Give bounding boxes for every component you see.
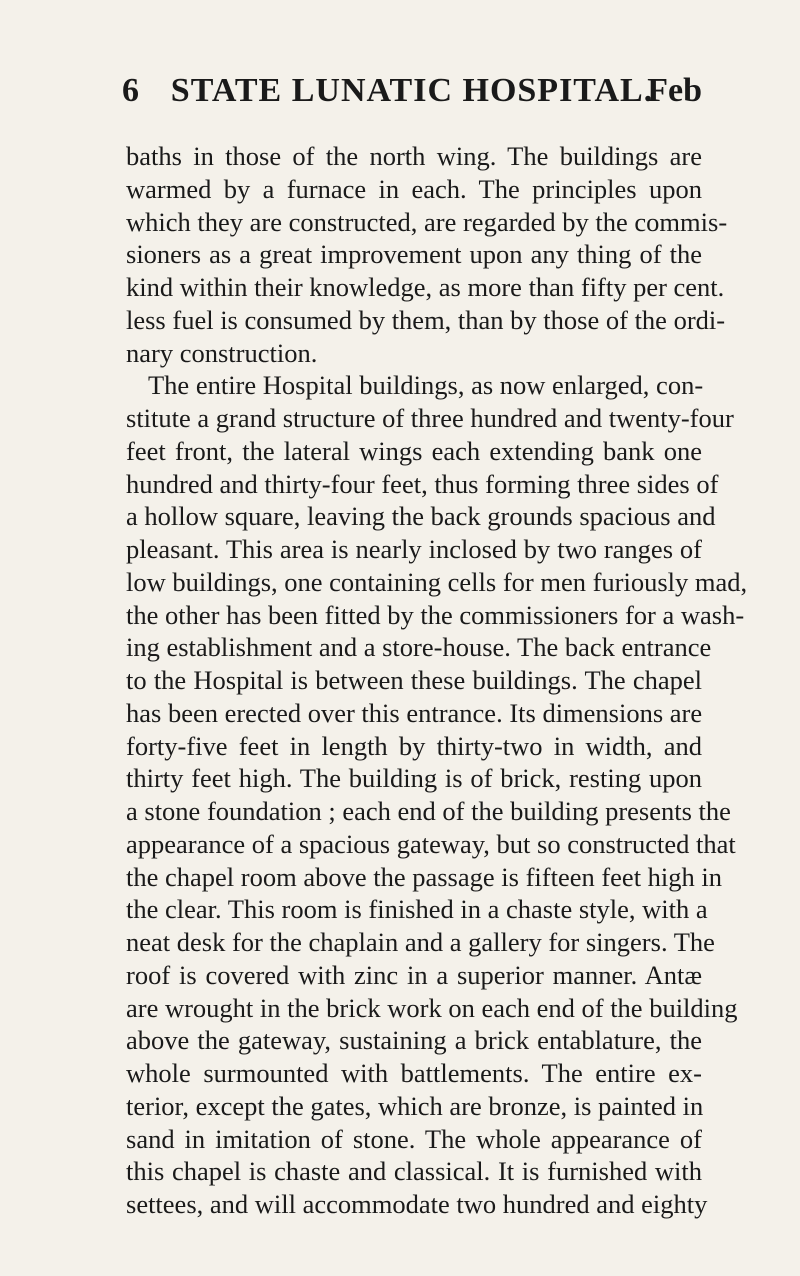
text-line: thirty feet high. The building is of brick, resting upon xyxy=(126,763,702,794)
running-head xyxy=(122,66,702,116)
text-line: low buildings, one containing cells for men furiously mad, xyxy=(126,566,748,597)
text-line: the other has been fitted by the commissioners for a wash- xyxy=(126,599,745,630)
text-line: the chapel room above the passage is fifteen feet high in xyxy=(126,861,723,892)
text-line: terior, except the gates, which are bronze, is painted in xyxy=(126,1090,704,1121)
text-line: pleasant. This area is nearly inclosed by two ranges of xyxy=(126,534,702,564)
text-line: warmed by a furnace in each. The principles upon xyxy=(126,173,702,204)
text-line: above the gateway, sustaining a brick entablature, the xyxy=(126,1025,702,1056)
text-line: are wrought in the brick work on each end of the building xyxy=(126,992,738,1023)
text-line: to the Hospital is between these buildings. The chapel xyxy=(126,665,702,695)
text-line: nary construction. xyxy=(126,337,318,368)
text-line: sioners as a great improvement upon any thing of the xyxy=(126,239,702,270)
text-line: appearance of a spacious gateway, but so constructed that xyxy=(126,828,736,859)
text-line: stitute a grand structure of three hundred and twenty-four xyxy=(126,403,734,433)
page-number: 6 xyxy=(122,72,139,109)
text-line: sand in imitation of stone. The whole appearance of xyxy=(126,1123,702,1154)
text-line: feet front, the lateral wings each extending bank one xyxy=(126,435,702,466)
text-line: forty-five feet in length by thirty-two in width, and xyxy=(126,730,702,761)
text-line: ing establishment and a store-house. The back entrance xyxy=(126,632,712,663)
text-line: baths in those of the north wing. The buildings are xyxy=(126,141,702,171)
text-line: The entire Hospital buildings, as now enlarged, con- xyxy=(148,370,704,401)
body-text xyxy=(126,140,748,1221)
text-line: a stone foundation ; each end of the building presents the xyxy=(126,796,731,826)
text-line: kind within their knowledge, as more than fifty per cent. xyxy=(126,272,725,302)
text-line: a hollow square, leaving the back grounds spacious and xyxy=(126,501,716,532)
text-line: settees, and will accommodate two hundred and eighty xyxy=(126,1189,708,1219)
text-line: whole surmounted with battlements. The entire ex- xyxy=(126,1058,702,1088)
text-line: has been erected over this entrance. Its dimensions are xyxy=(126,697,703,728)
text-line: this chapel is chaste and classical. It is furnished with xyxy=(126,1156,702,1187)
text-line: hundred and thirty-four feet, thus forming three sides of xyxy=(126,468,719,499)
text-line: which they are constructed, are regarded by the commis- xyxy=(126,206,728,237)
text-line: the clear. This room is finished in a chaste style, with a xyxy=(126,894,708,925)
text-line: neat desk for the chaplain and a gallery for singers. The xyxy=(126,927,715,957)
page-title: STATE LUNATIC HOSPITAL. xyxy=(170,72,654,109)
text-line: roof is covered with zinc in a superior manner. Antæ xyxy=(126,959,702,990)
running-head-month: Feb xyxy=(647,72,702,109)
text-line: less fuel is consumed by them, than by those of the ordi- xyxy=(126,304,726,335)
